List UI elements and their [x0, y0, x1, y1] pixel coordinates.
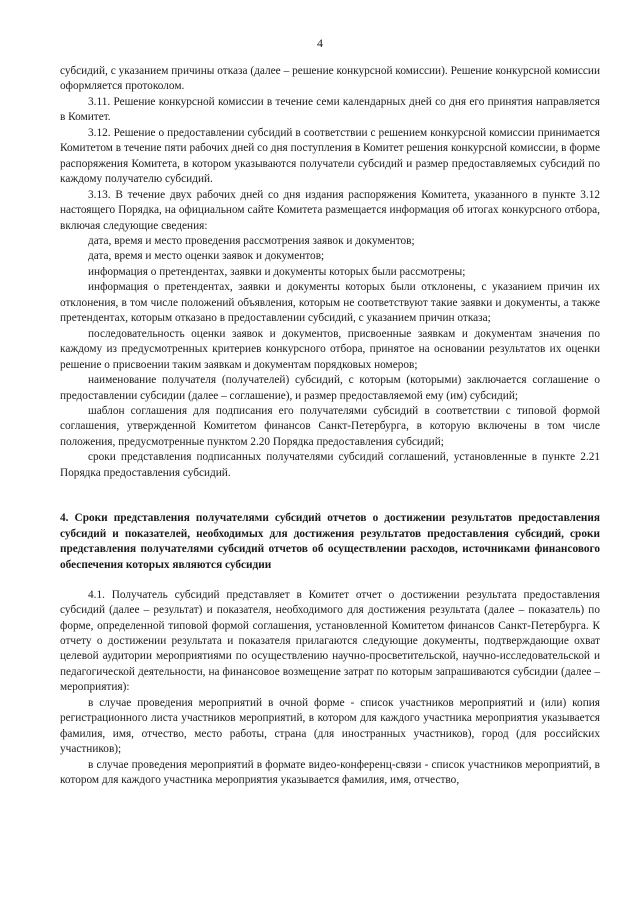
list-item: информация о претендентах, заявки и документы которых были рассмотрены;: [88, 265, 466, 278]
list-item: шаблон соглашения для подписания его получателями субсидий в соответствии с типовой формой соглашения, утвержденной Комитетом финансов Санкт-Петербурга, в которую включены в том числе положения, предусмотренные пунктом 2.20 Порядка предоставления субсидий;: [60, 404, 600, 448]
section-gap: [60, 574, 600, 588]
paragraph: 3.11. Решение конкурсной комиссии в течение семи календарных дней со дня его принятия направляется в Комитет.: [60, 95, 600, 124]
list-item: в случае проведения мероприятий в формате видео-конференц-связи - список участников мероприятий, в котором для каждого участника мероприятия указывается фамилия, имя, отчество,: [60, 758, 600, 787]
paragraph: 3.12. Решение о предоставлении субсидий в соответствии с решением конкурсной комиссии принимается Комитетом в течение пяти рабочих дней со дня поступления в Комитет решения конкурсной комиссии, в форме распоряжения Комитета, в котором указываются получатели субсидий и размер предоставляемых субсидий по каждому получателю субсидий.: [60, 126, 600, 186]
page-number: 4: [317, 36, 323, 50]
list-item: сроки представления подписанных получателями субсидий соглашений, установленные в пункте 2.21 Порядка предоставления субсидий.: [60, 451, 600, 479]
paragraph: 4.1. Получатель субсидий представляет в Комитет отчет о достижении результата предоставления субсидий (далее – результат) и показателя, необходимого для достижения результата (далее – показатель) по форме, определенной типовой формой соглашения, установленной Комитетом финансов Санкт-Петербурга. К отчету о достижении результата и показателя прилагаются следующие документы, подтверждающие охват целевой аудитории мероприятиями по осуществлению научно-просветительской, научно-исследовательской и педагогической деятельности, на финансовое возмещение затрат по которым запрашиваются субсидии (далее – мероприятия):: [60, 588, 600, 694]
list-item: наименование получателя (получателей) субсидий, с которым (которыми) заключается соглашение о предоставлении субсидии (далее – соглашение), и размер предоставляемой ему (им) субсидий;: [60, 374, 600, 402]
list-item: в случае проведения мероприятий в очной форме - список участников мероприятий и (или) копия регистрационного листа участников мероприятий, в котором для каждого участника мероприятия указывается фамилия, имя, отчество, место работы, страна (для иностранных участников), город (для российских участников);: [60, 696, 600, 756]
document-body: [60, 64, 600, 789]
section-heading: 4. Сроки представления получателями субсидий отчетов о достижении результатов предоставления субсидий и показателей, необходимых для достижения результатов предоставления субсидий, сроки представления получателями субсидий отчетов об осуществлении расходов, источниками финансового обеспечения которых являются субсидии: [60, 512, 600, 572]
list-item: последовательность оценки заявок и документов, присвоенные заявкам и документам значения по каждому из предусмотренных критериев конкурсного отбора, принятое на основании результатов их оценки решение о присвоении таким заявкам и документам порядковых номеров;: [60, 327, 600, 371]
list-item: дата, время и место оценки заявок и документов;: [88, 250, 325, 263]
list-item: информация о претендентах, заявки и документы которых были отклонены, с указанием причин их отклонения, в том числе положений объявления, которым не соответствуют такие заявки и документы, а также претендентах, которым отказано в предоставлении субсидий, с указанием причин отказа;: [60, 281, 600, 325]
paragraph: 3.13. В течение двух рабочих дней со дня издания распоряжения Комитета, указанного в пункте 3.12 настоящего Порядка, на официальном сайте Комитета размещается информация об итогах конкурсного отбора, включая следующие сведения:: [60, 188, 600, 232]
paragraph: субсидий, с указанием причины отказа (далее – решение конкурсной комиссии). Решение конкурсной комиссии оформляется протоколом.: [60, 65, 600, 93]
section-gap: [60, 481, 600, 511]
list-item: дата, время и место проведения рассмотрения заявок и документов;: [88, 234, 415, 247]
